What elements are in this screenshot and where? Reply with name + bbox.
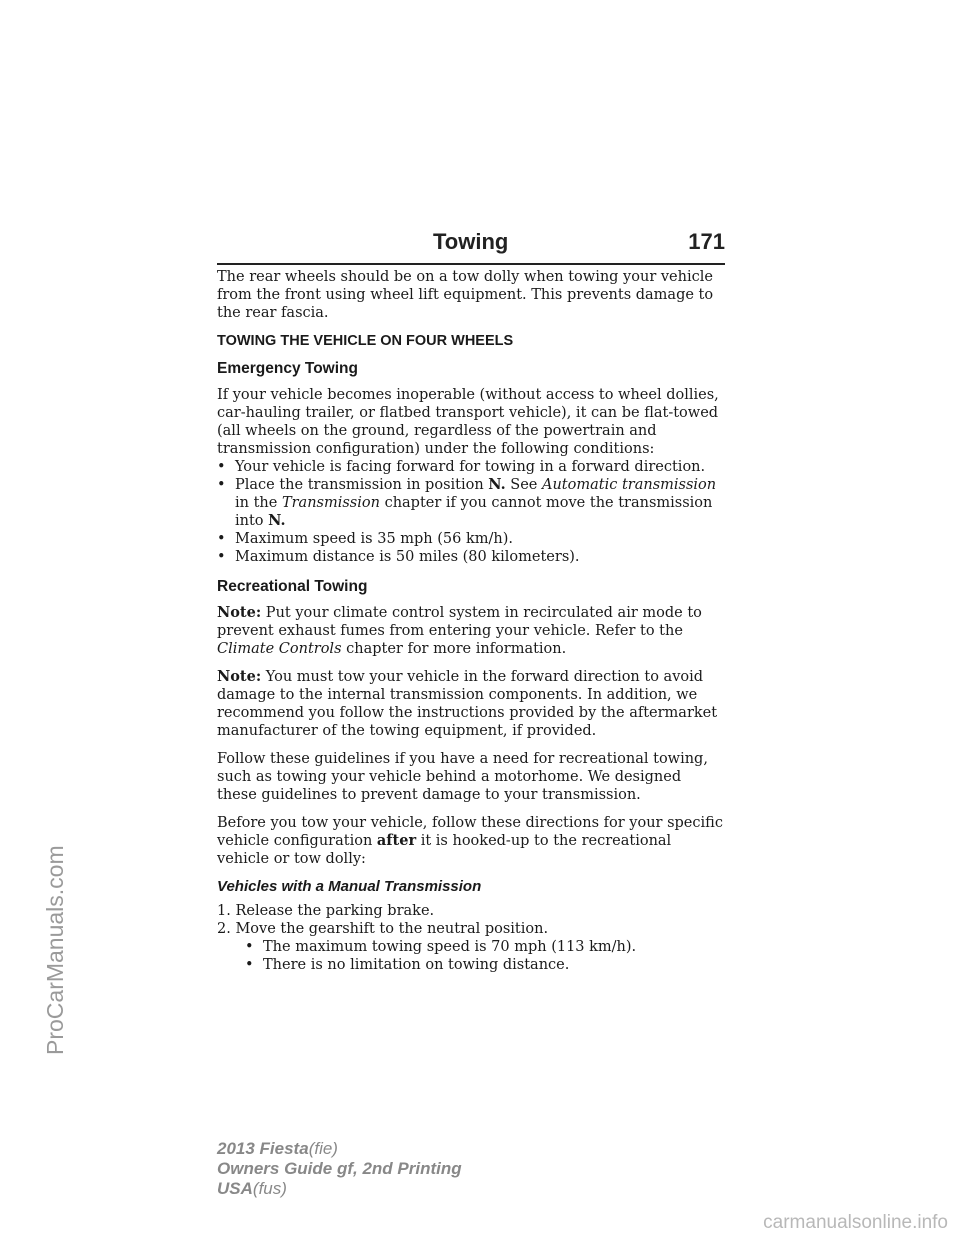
bullet-text: There is no limitation on towing distance. <box>263 957 570 973</box>
intro-paragraph: The rear wheels should be on a tow dolly when towing your vehicle from the front using wheel lift equipment. This prevents damage to the rear fascia. <box>217 269 714 321</box>
section-title: TOWING THE VEHICLE ON FOUR WHEELS <box>217 333 514 349</box>
site-watermark: carmanualsonline.info <box>763 1212 948 1233</box>
bullet-text: Place the transmission in position N. See Automatic transmission in the Transmission chapter if you cannot move the transmission into N. <box>235 476 717 529</box>
print-footer <box>217 1139 462 1199</box>
step-item: 1. Release the parking brake. <box>217 903 435 919</box>
recreational-heading: Recreational Towing <box>217 578 368 595</box>
footer-line: USA(fus) <box>217 1179 287 1198</box>
manual-heading: Vehicles with a Manual Transmission <box>217 878 482 895</box>
page-header <box>217 229 725 263</box>
emergency-paragraph: If your vehicle becomes inoperable (without access to wheel dollies, car-hauling trailer, or flatbed transport vehicle), it can be flat-towed (all wheels on the ground, regardless of the powertrain and transmission configuration) under the following conditions: <box>217 387 719 457</box>
page-number: 171 <box>688 229 725 254</box>
bullet-text: Maximum speed is 35 mph (56 km/h). <box>235 531 513 547</box>
list-item <box>217 476 725 530</box>
footer-line: 2013 Fiesta(fie) <box>217 1139 338 1158</box>
list-item <box>217 548 725 566</box>
spacer <box>217 566 725 578</box>
step-item: 2. Move the gearshift to the neutral position. <box>217 921 549 937</box>
bullet-glyph: • <box>217 531 226 547</box>
watermark-text: ProCarManuals.com <box>42 845 68 1055</box>
header-rule <box>217 263 725 265</box>
list-item <box>217 458 725 476</box>
list-item <box>217 938 725 956</box>
bullet-text: Your vehicle is facing forward for towing in a forward direction. <box>235 459 706 475</box>
bullet-text: Maximum distance is 50 miles (80 kilometers). <box>235 549 580 565</box>
emergency-heading: Emergency Towing <box>217 360 358 377</box>
bullet-glyph: • <box>217 459 226 475</box>
list-item <box>217 956 725 974</box>
bullet-glyph: • <box>245 957 254 973</box>
page-title: Towing <box>433 229 509 254</box>
note-paragraph: Note: You must tow your vehicle in the forward direction to avoid damage to the internal transmission components. In addition, we recommend you follow the instructions provided by the aftermarket manufacturer of the towing equipment, if provided. <box>217 668 718 739</box>
bullet-glyph: • <box>245 939 254 955</box>
list-item <box>217 530 725 548</box>
bullet-glyph: • <box>217 477 226 493</box>
page-content <box>217 268 725 974</box>
footer-line: Owners Guide gf, 2nd Printing <box>217 1159 462 1178</box>
bullet-text: The maximum towing speed is 70 mph (113 km/h). <box>263 939 637 955</box>
guidelines-paragraph: Follow these guidelines if you have a need for recreational towing, such as towing your vehicle behind a motorhome. We designed these guidelines to prevent damage to your transmission. <box>217 751 708 803</box>
directions-paragraph: Before you tow your vehicle, follow these directions for your specific vehicle configuration after it is hooked-up to the recreational vehicle or tow dolly: <box>217 815 723 867</box>
bullet-glyph: • <box>217 549 226 565</box>
note-paragraph: Note: Put your climate control system in recirculated air mode to prevent exhaust fumes from entering your vehicle. Refer to the Climate Controls chapter for more information. <box>217 604 702 657</box>
